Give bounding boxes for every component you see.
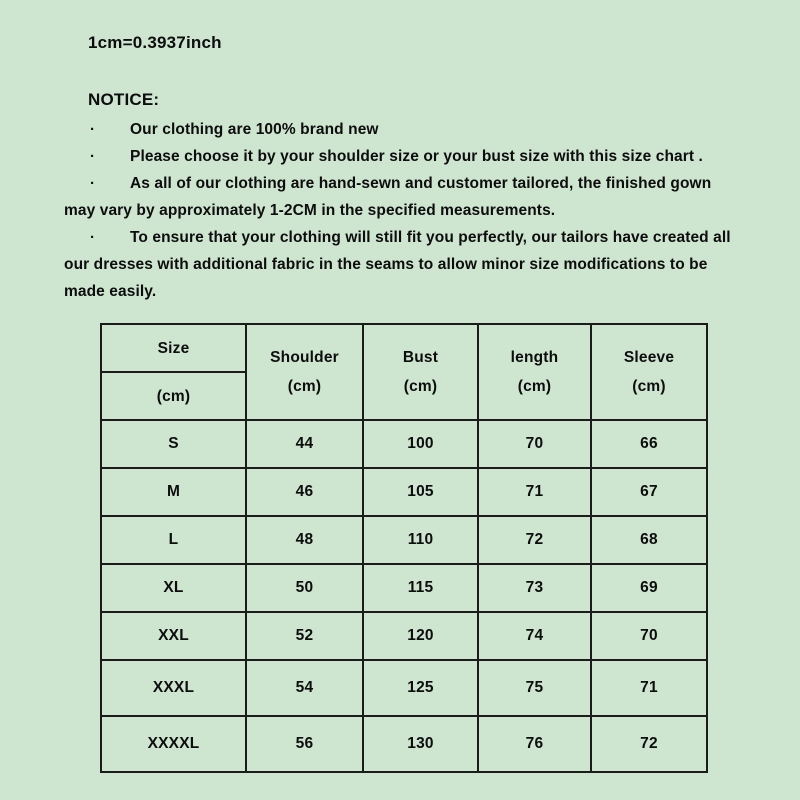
- notice-continuation-line: made easily.: [64, 283, 157, 300]
- notice-bullet-line: · As all of our clothing are hand-sewn and customer tailored, the finished gown: [64, 170, 764, 197]
- shoulder-cell: 48: [246, 516, 363, 564]
- table-row: [101, 468, 707, 516]
- bullet-marker: ·: [90, 121, 96, 138]
- bust-cell: 110: [363, 516, 478, 564]
- bust-cell: 130: [363, 716, 478, 772]
- shoulder-cell: 46: [246, 468, 363, 516]
- header-cell-length: [478, 324, 591, 420]
- table-row: [101, 420, 707, 468]
- length-cell: 71: [478, 468, 591, 516]
- table-row: [101, 660, 707, 716]
- length-column-unit: (cm): [517, 378, 552, 395]
- length-column-title: length: [510, 349, 559, 366]
- shoulder-cell: 56: [246, 716, 363, 772]
- notice-continuation-line: may vary by approximately 1-2CM in the specified measurements.: [64, 202, 556, 219]
- size-table: [100, 323, 708, 773]
- sleeve-column-unit: (cm): [632, 378, 666, 395]
- length-cell: 76: [478, 716, 591, 772]
- bust-column-title: Bust: [402, 349, 439, 366]
- size-cell: XXXL: [101, 660, 246, 716]
- size-cell: L: [101, 516, 246, 564]
- size-cell: XXL: [101, 612, 246, 660]
- table-row: [101, 564, 707, 612]
- sleeve-column-title: Sleeve: [623, 349, 675, 366]
- size-cell: XXXXL: [101, 716, 246, 772]
- length-cell: 73: [478, 564, 591, 612]
- length-cell: 74: [478, 612, 591, 660]
- header-cell-size-title: [101, 324, 246, 372]
- shoulder-column-title: Shoulder: [270, 349, 339, 366]
- size-cell: M: [101, 468, 246, 516]
- size-column-unit: (cm): [156, 387, 191, 405]
- notice-bullet-line: · Our clothing are 100% brand new: [64, 116, 764, 143]
- shoulder-cell: 44: [246, 420, 363, 468]
- notice-bullet-line: · Please choose it by your shoulder size or your bust size with this size chart .: [64, 143, 764, 170]
- sleeve-cell: 69: [591, 564, 707, 612]
- bust-cell: 125: [363, 660, 478, 716]
- size-column-title: Size: [157, 339, 190, 357]
- sleeve-cell: 70: [591, 612, 707, 660]
- length-cell: 72: [478, 516, 591, 564]
- notice-heading: NOTICE:: [88, 90, 160, 109]
- table-row: [101, 612, 707, 660]
- table-row: [101, 716, 707, 772]
- bust-column-unit: (cm): [403, 378, 438, 395]
- sleeve-cell: 71: [591, 660, 707, 716]
- notice-bullet-line: · To ensure that your clothing will still fit you perfectly, our tailors have created all: [64, 224, 764, 251]
- shoulder-cell: 54: [246, 660, 363, 716]
- sleeve-cell: 67: [591, 468, 707, 516]
- shoulder-cell: 52: [246, 612, 363, 660]
- length-cell: 75: [478, 660, 591, 716]
- notice-continuation-line: our dresses with additional fabric in the seams to allow minor size modifications to be: [64, 256, 708, 273]
- size-table-header: [101, 324, 707, 420]
- size-cell: S: [101, 420, 246, 468]
- sleeve-cell: 68: [591, 516, 707, 564]
- bullet-marker: ·: [90, 148, 96, 165]
- bullet-marker: ·: [90, 229, 96, 246]
- bust-cell: 115: [363, 564, 478, 612]
- length-cell: 70: [478, 420, 591, 468]
- bullet-marker: ·: [90, 175, 96, 192]
- size-table-body: [101, 420, 707, 772]
- header-cell-size-unit: [101, 372, 246, 420]
- sleeve-cell: 72: [591, 716, 707, 772]
- bust-cell: 120: [363, 612, 478, 660]
- header-cell-sleeve: [591, 324, 707, 420]
- notice-lines: [64, 116, 764, 305]
- conversion-note: 1cm=0.3937inch: [88, 33, 222, 52]
- header-cell-shoulder: [246, 324, 363, 420]
- table-row: [101, 516, 707, 564]
- bust-cell: 100: [363, 420, 478, 468]
- shoulder-column-unit: (cm): [287, 378, 322, 395]
- bust-cell: 105: [363, 468, 478, 516]
- size-cell: XL: [101, 564, 246, 612]
- sleeve-cell: 66: [591, 420, 707, 468]
- header-cell-bust: [363, 324, 478, 420]
- shoulder-cell: 50: [246, 564, 363, 612]
